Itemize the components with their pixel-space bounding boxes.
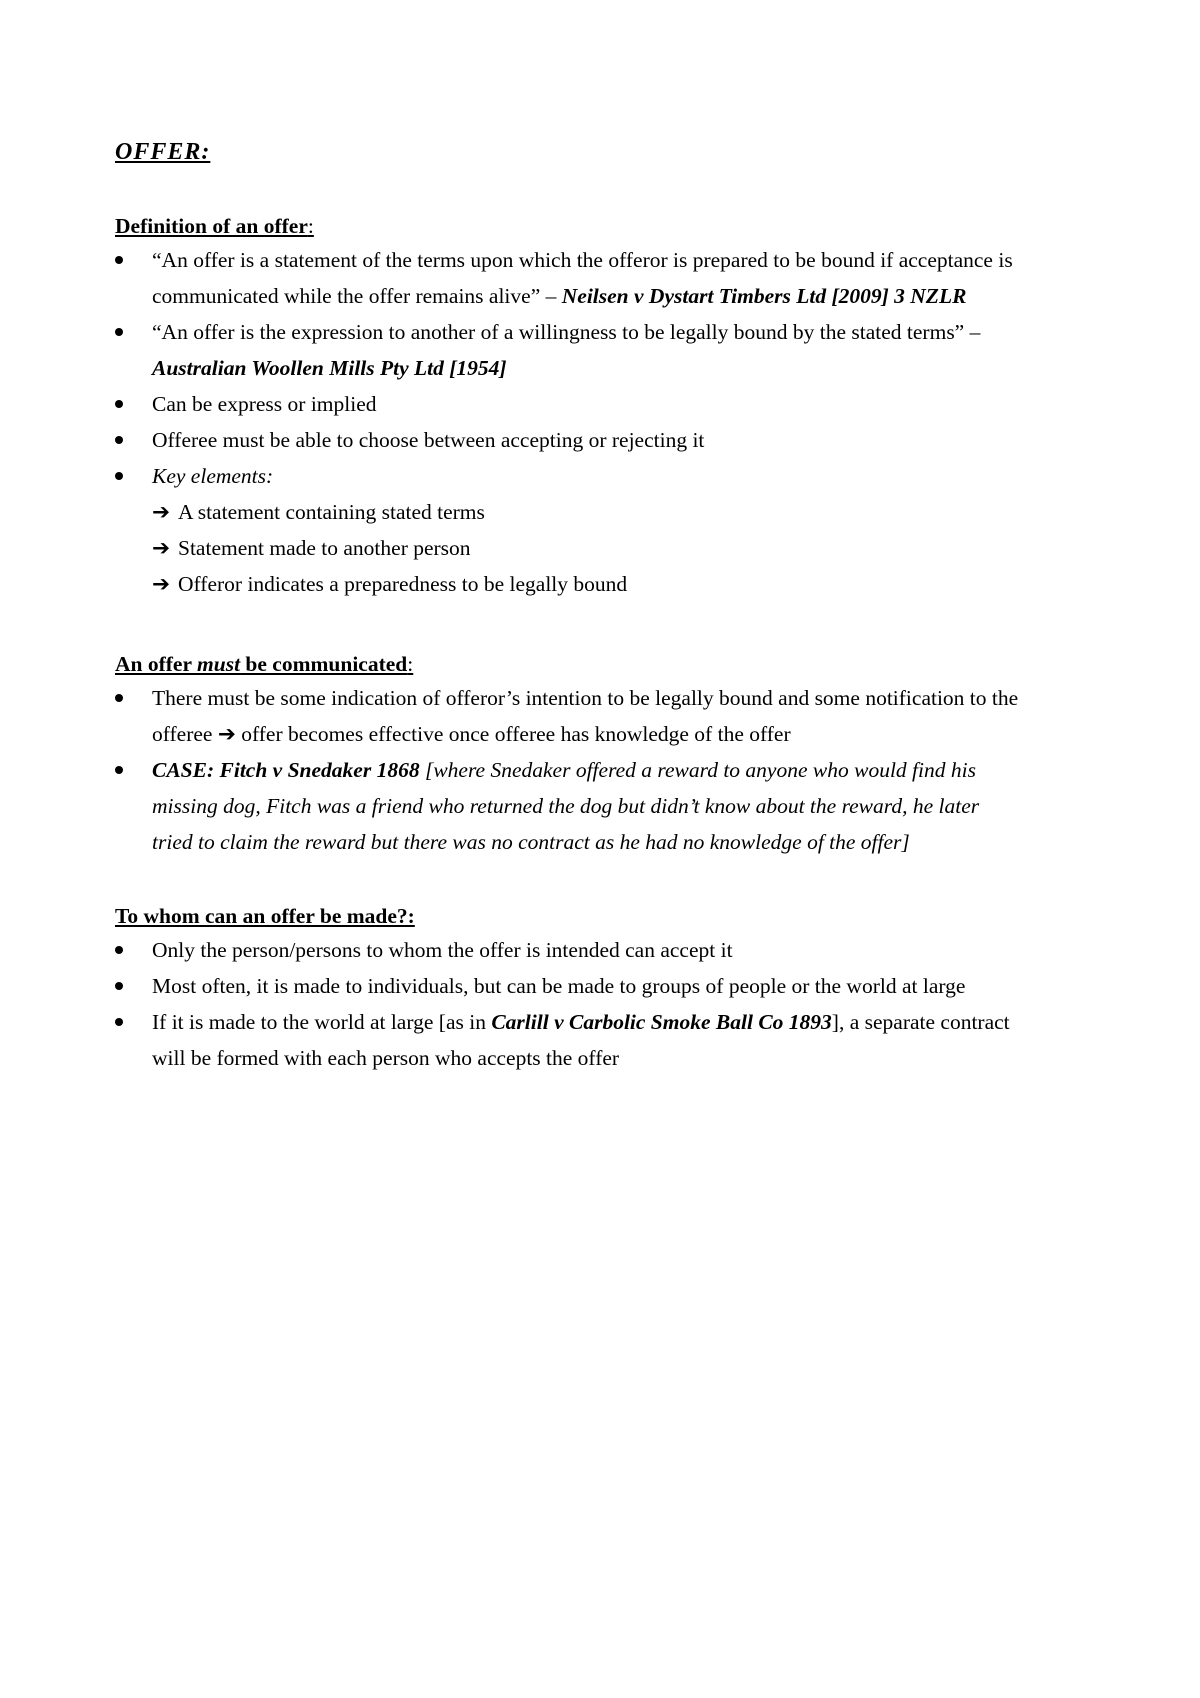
bullet-icon <box>115 1018 123 1026</box>
case-summary: missing dog, Fitch was a friend who returned the dog but didn’t know about the reward, he later <box>152 794 980 818</box>
sub-item-text: Statement made to another person <box>178 536 471 560</box>
list-item-line: will be formed with each person who accepts the offer <box>152 1046 620 1070</box>
sub-item <box>152 494 485 531</box>
list-item-line <box>152 716 791 753</box>
list-item-line: Offeree must be able to choose between accepting or rejecting it <box>152 428 705 452</box>
section-heading-communicated <box>115 646 413 683</box>
case-citation: Neilsen v Dystart Timbers Ltd [2009] 3 NZLR <box>561 284 967 308</box>
case-summary: tried to claim the reward but there was no contract as he had no knowledge of the offer] <box>152 830 910 854</box>
bullet-icon <box>115 766 123 774</box>
heading-text: Definition of an offer <box>115 214 308 238</box>
case-citation: Carlill v Carbolic Smoke Ball Co 1893 <box>491 1010 832 1034</box>
text: ], a separate contract <box>831 1010 1010 1034</box>
list-item-line <box>152 752 976 789</box>
list-item-line: Only the person/persons to whom the offer is intended can accept it <box>152 938 733 962</box>
heading-text: An offer <box>115 652 198 676</box>
text: offer becomes effective once offeree has knowledge of the offer <box>235 722 791 746</box>
bullet-icon <box>115 472 123 480</box>
bullet-icon <box>115 328 123 336</box>
bullet-icon <box>115 982 123 990</box>
heading-emphasis: must <box>197 652 241 676</box>
text: offeree <box>152 722 218 746</box>
sub-item <box>152 530 471 567</box>
heading-text: be communicated <box>240 652 408 676</box>
bullet-icon <box>115 400 123 408</box>
section-heading-whom: To whom can an offer be made?: <box>115 904 415 928</box>
section-heading-definition <box>115 208 314 245</box>
list-item-line <box>152 1004 1010 1041</box>
case-citation: CASE: Fitch v Snedaker 1868 <box>152 758 420 782</box>
sub-item-text: Offeror indicates a preparedness to be legally bound <box>178 572 628 596</box>
list-item-line: Key elements: <box>152 464 274 488</box>
list-item-line: There must be some indication of offeror’s intention to be legally bound and some notification to the <box>152 686 1019 710</box>
arrow-right-icon: ➔ <box>152 500 171 524</box>
bullet-icon <box>115 694 123 702</box>
sub-item <box>152 566 627 603</box>
heading-colon: : <box>407 652 414 676</box>
text: If it is made to the world at large [as in <box>152 1010 492 1034</box>
arrow-right-icon: ➔ <box>152 536 171 560</box>
case-citation: Australian Woollen Mills Pty Ltd [1954] <box>152 356 507 380</box>
list-item-line <box>152 278 966 315</box>
bullet-icon <box>115 436 123 444</box>
bullet-icon <box>115 256 123 264</box>
case-summary: [where Snedaker offered a reward to anyone who would find his <box>419 758 976 782</box>
sub-item-text: A statement containing stated terms <box>178 500 485 524</box>
arrow-right-icon: ➔ <box>217 722 236 746</box>
quote-text: communicated while the offer remains alive” – <box>152 284 562 308</box>
arrow-right-icon: ➔ <box>152 572 171 596</box>
list-item-line: “An offer is a statement of the terms upon which the offeror is prepared to be bound if acceptance is <box>152 248 1013 272</box>
bullet-icon <box>115 946 123 954</box>
list-item-line: Can be express or implied <box>152 392 377 416</box>
heading-colon: : <box>307 214 314 238</box>
list-item-line: Most often, it is made to individuals, but can be made to groups of people or the world at large <box>152 974 966 998</box>
document-title: OFFER: <box>115 139 211 165</box>
list-item-line: “An offer is the expression to another of a willingness to be legally bound by the stated terms” – <box>152 320 981 344</box>
